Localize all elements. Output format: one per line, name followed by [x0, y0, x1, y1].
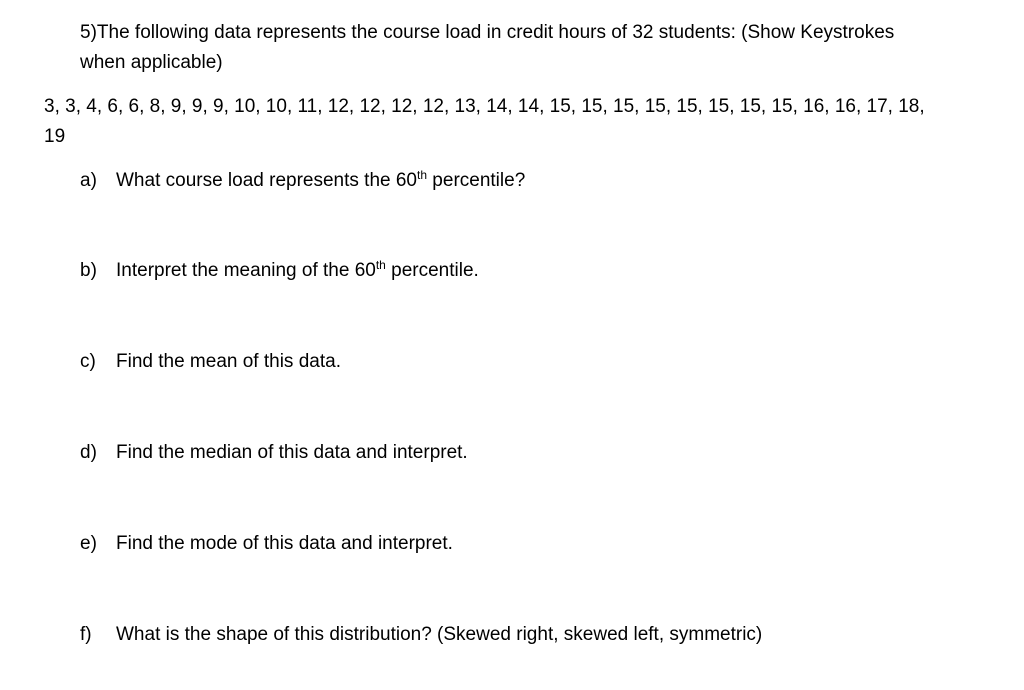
part-b-letter: b): [80, 260, 97, 281]
part-a: [80, 168, 525, 194]
part-b: [80, 258, 479, 284]
part-d-letter: d): [80, 442, 97, 463]
part-a-text-before: What course load represents the 60: [116, 170, 418, 191]
part-c-text: Find the mean of this data.: [116, 351, 341, 372]
part-a-text: [116, 170, 525, 191]
part-f: [80, 622, 762, 648]
part-b-superscript: th: [375, 258, 386, 272]
part-a-text-after: percentile?: [427, 170, 526, 191]
part-d-text: Find the median of this data and interpret.: [116, 442, 468, 463]
part-a-letter: a): [80, 170, 97, 191]
part-c: [80, 349, 341, 375]
part-b-text-before: Interpret the meaning of the 60: [116, 260, 376, 281]
part-e-text: Find the mode of this data and interpret.: [116, 533, 453, 554]
question-header: [80, 18, 980, 78]
part-f-text: What is the shape of this distribution? (Skewed right, skewed left, symmetric): [116, 624, 763, 645]
part-e: [80, 531, 453, 557]
part-d: [80, 440, 468, 466]
part-a-superscript: th: [417, 168, 428, 182]
question-header-line2: when applicable): [80, 52, 223, 73]
data-values-line2: 19: [44, 126, 66, 147]
question-header-line1: 5)The following data represents the course load in credit hours of 32 students: (Show Keystrokes: [80, 22, 895, 43]
part-b-text-after: percentile.: [385, 260, 479, 281]
part-c-letter: c): [80, 351, 96, 372]
data-values-line1: 3, 3, 4, 6, 6, 8, 9, 9, 9, 10, 10, 11, 12, 12, 12, 12, 13, 14, 14, 15, 15, 15, 15, 15, 15, 15, 15, 16, 16, 17, 18,: [44, 96, 925, 117]
part-e-letter: e): [80, 533, 97, 554]
part-f-letter: f): [80, 624, 92, 645]
part-b-text: [116, 260, 479, 281]
data-values: [44, 92, 994, 152]
